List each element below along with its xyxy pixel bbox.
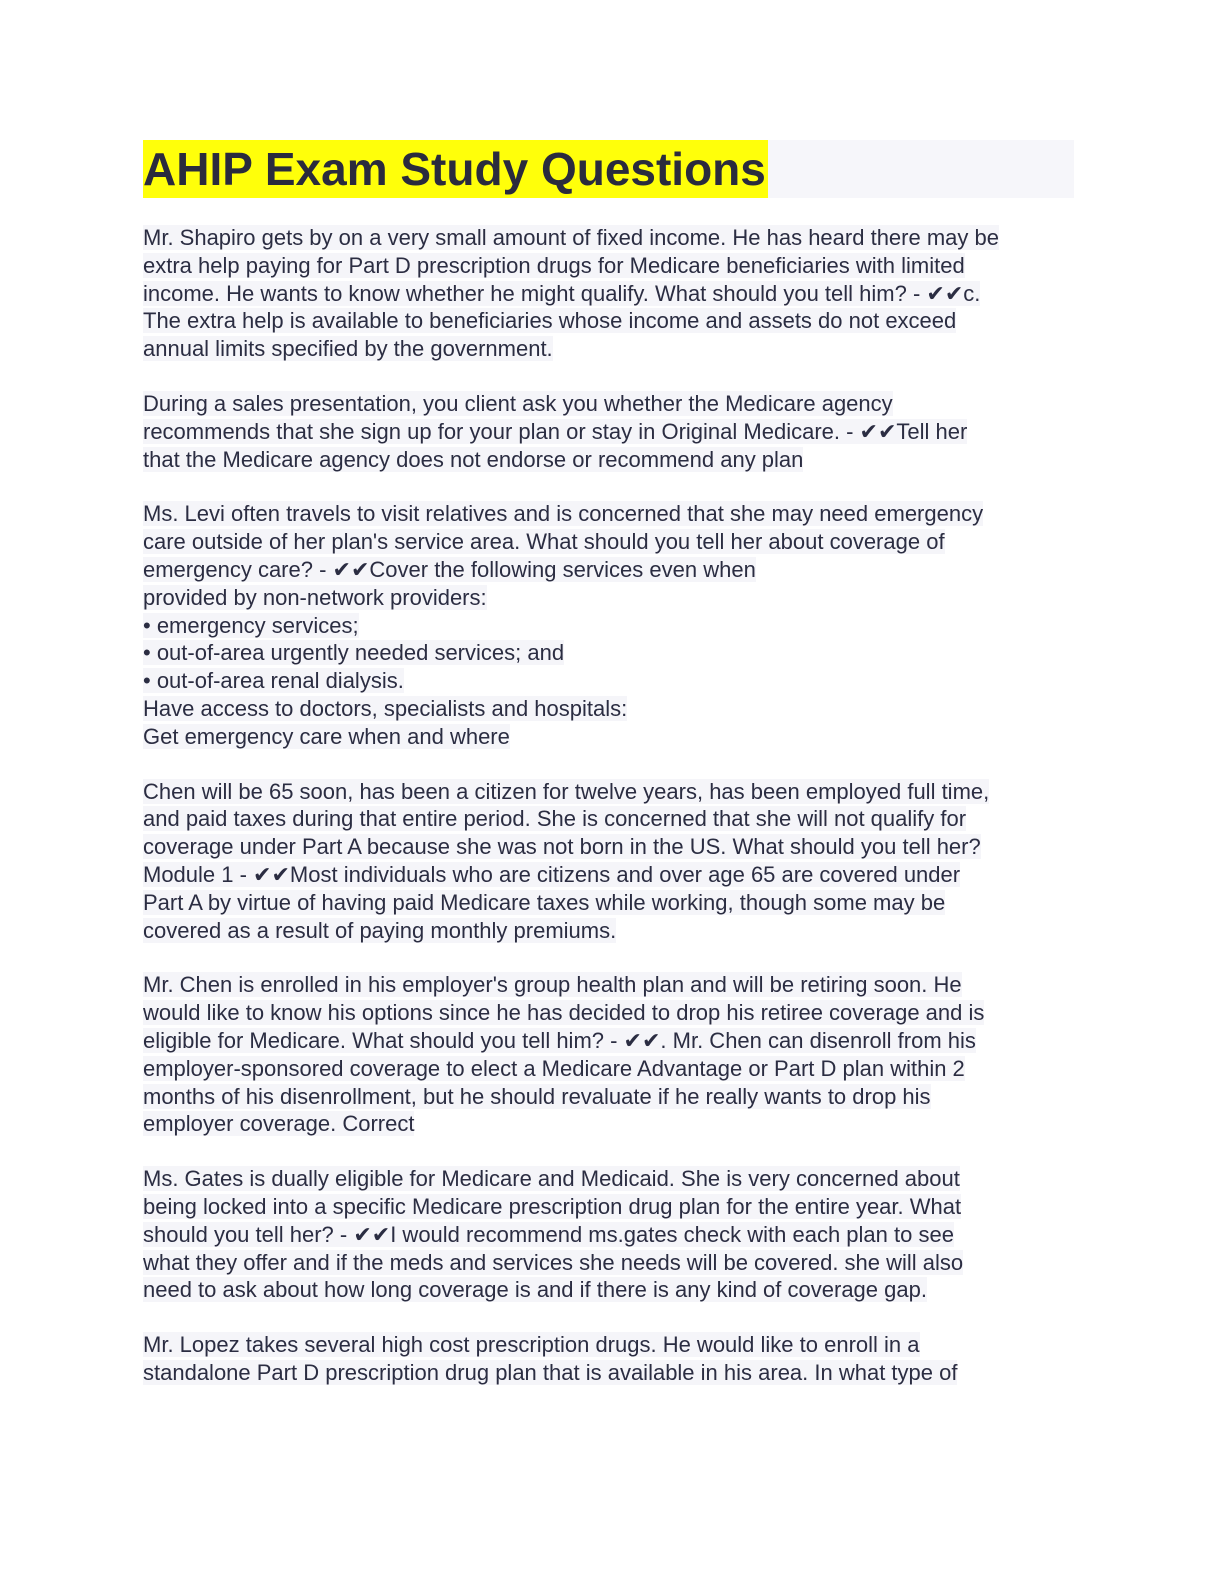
text-line-content: standalone Part D prescription drug plan that is available in his area. In what type of [143, 1359, 958, 1385]
text-line-content: • emergency services; [143, 612, 359, 638]
text-line-content: During a sales presentation, you client ask you whether the Medicare agency [143, 390, 893, 416]
text-line-content: income. He wants to know whether he might qualify. What should you tell him? - ✔✔c. [143, 280, 981, 306]
text-line [143, 861, 1078, 889]
text-line [143, 1055, 1078, 1083]
text-line [143, 1083, 1078, 1111]
text-line [143, 723, 1078, 751]
text-line-content: extra help paying for Part D prescription drugs for Medicare beneficiaries with limited [143, 252, 965, 278]
text-line-content: and paid taxes during that entire period. She is concerned that she will not qualify for [143, 806, 967, 832]
text-line-content: being locked into a specific Medicare prescription drug plan for the entire year. What [143, 1193, 962, 1219]
text-line-content: provided by non-network providers: [143, 584, 487, 610]
text-line [143, 1193, 1078, 1221]
text-line [143, 805, 1078, 833]
text-line [143, 390, 1078, 418]
text-line [143, 1110, 1078, 1138]
text-line-content: coverage under Part A because she was not born in the US. What should you tell her? [143, 834, 981, 860]
text-line [143, 1359, 1078, 1387]
text-line-content: The extra help is available to beneficiaries whose income and assets do not exceed [143, 308, 957, 334]
document-page [143, 140, 1078, 1414]
text-line [143, 695, 1078, 723]
text-line [143, 252, 1078, 280]
text-line-content: • out-of-area urgently needed services; and [143, 640, 565, 666]
text-line-content: care outside of her plan's service area. What should you tell her about coverage of [143, 529, 945, 555]
question-answer-block [143, 1165, 1078, 1304]
text-line [143, 1027, 1078, 1055]
text-line-content: Module 1 - ✔✔Most individuals who are citizens and over age 65 are covered under [143, 861, 961, 887]
text-line [143, 500, 1078, 528]
text-line [143, 639, 1078, 667]
title-band [143, 140, 1074, 198]
text-line-content: Mr. Chen is enrolled in his employer's group health plan and will be retiring soon. He [143, 972, 962, 998]
text-line [143, 612, 1078, 640]
text-line [143, 1165, 1078, 1193]
text-line-content: • out-of-area renal dialysis. [143, 668, 404, 694]
text-line [143, 1331, 1078, 1359]
document-title: AHIP Exam Study Questions [143, 140, 768, 198]
text-line [143, 446, 1078, 474]
text-line-content: Mr. Shapiro gets by on a very small amount of fixed income. He has heard there may be [143, 225, 999, 250]
question-answer-block [143, 1331, 1078, 1387]
text-line-content: would like to know his options since he has decided to drop his retiree coverage and is [143, 1000, 985, 1026]
text-line-content: Get emergency care when and where [143, 723, 510, 749]
text-line [143, 778, 1078, 806]
text-line [143, 307, 1078, 335]
text-line-content: eligible for Medicare. What should you tell him? - ✔✔. Mr. Chen can disenroll from his [143, 1027, 976, 1053]
text-line-content: Have access to doctors, specialists and hospitals: [143, 695, 628, 721]
text-line-content: need to ask about how long coverage is and if there is any kind of coverage gap. [143, 1277, 927, 1303]
text-line-content: Chen will be 65 soon, has been a citizen for twelve years, has been employed full time, [143, 778, 990, 804]
text-line [143, 667, 1078, 695]
question-answer-block [143, 224, 1078, 363]
text-line-content: covered as a result of paying monthly premiums. [143, 917, 617, 943]
question-list [143, 224, 1078, 1387]
text-line-content: employer coverage. Correct [143, 1111, 415, 1137]
text-line [143, 971, 1078, 999]
text-line-content: annual limits specified by the government. [143, 336, 553, 362]
text-line-content: emergency care? - ✔✔Cover the following services even when [143, 556, 756, 582]
text-line [143, 999, 1078, 1027]
text-line-content: Ms. Levi often travels to visit relatives and is concerned that she may need emergency [143, 501, 984, 527]
question-answer-block [143, 778, 1078, 945]
text-line [143, 1221, 1078, 1249]
text-line [143, 224, 1078, 252]
text-line [143, 889, 1078, 917]
text-line [143, 556, 1078, 584]
text-line-content: Part A by virtue of having paid Medicare taxes while working, though some may be [143, 889, 946, 915]
text-line [143, 528, 1078, 556]
text-line-content: what they offer and if the meds and services she needs will be covered. she will also [143, 1249, 964, 1275]
text-line [143, 335, 1078, 363]
text-line [143, 1276, 1078, 1304]
text-line-content: that the Medicare agency does not endorse or recommend any plan [143, 446, 804, 472]
text-line [143, 280, 1078, 308]
text-line-content: employer-sponsored coverage to elect a Medicare Advantage or Part D plan within 2 [143, 1055, 965, 1081]
text-line-content: should you tell her? - ✔✔I would recommend ms.gates check with each plan to see [143, 1221, 954, 1247]
question-answer-block [143, 971, 1078, 1138]
text-line-content: Ms. Gates is dually eligible for Medicare and Medicaid. She is very concerned about [143, 1166, 960, 1192]
text-line [143, 917, 1078, 945]
text-line-content: months of his disenrollment, but he should revaluate if he really wants to drop his [143, 1083, 931, 1109]
text-line [143, 1249, 1078, 1277]
text-line [143, 833, 1078, 861]
question-answer-block [143, 390, 1078, 473]
text-line [143, 584, 1078, 612]
text-line-content: recommends that she sign up for your plan or stay in Original Medicare. - ✔✔Tell her [143, 418, 968, 444]
text-line [143, 418, 1078, 446]
question-answer-block [143, 500, 1078, 750]
text-line-content: Mr. Lopez takes several high cost prescription drugs. He would like to enroll in a [143, 1332, 920, 1358]
